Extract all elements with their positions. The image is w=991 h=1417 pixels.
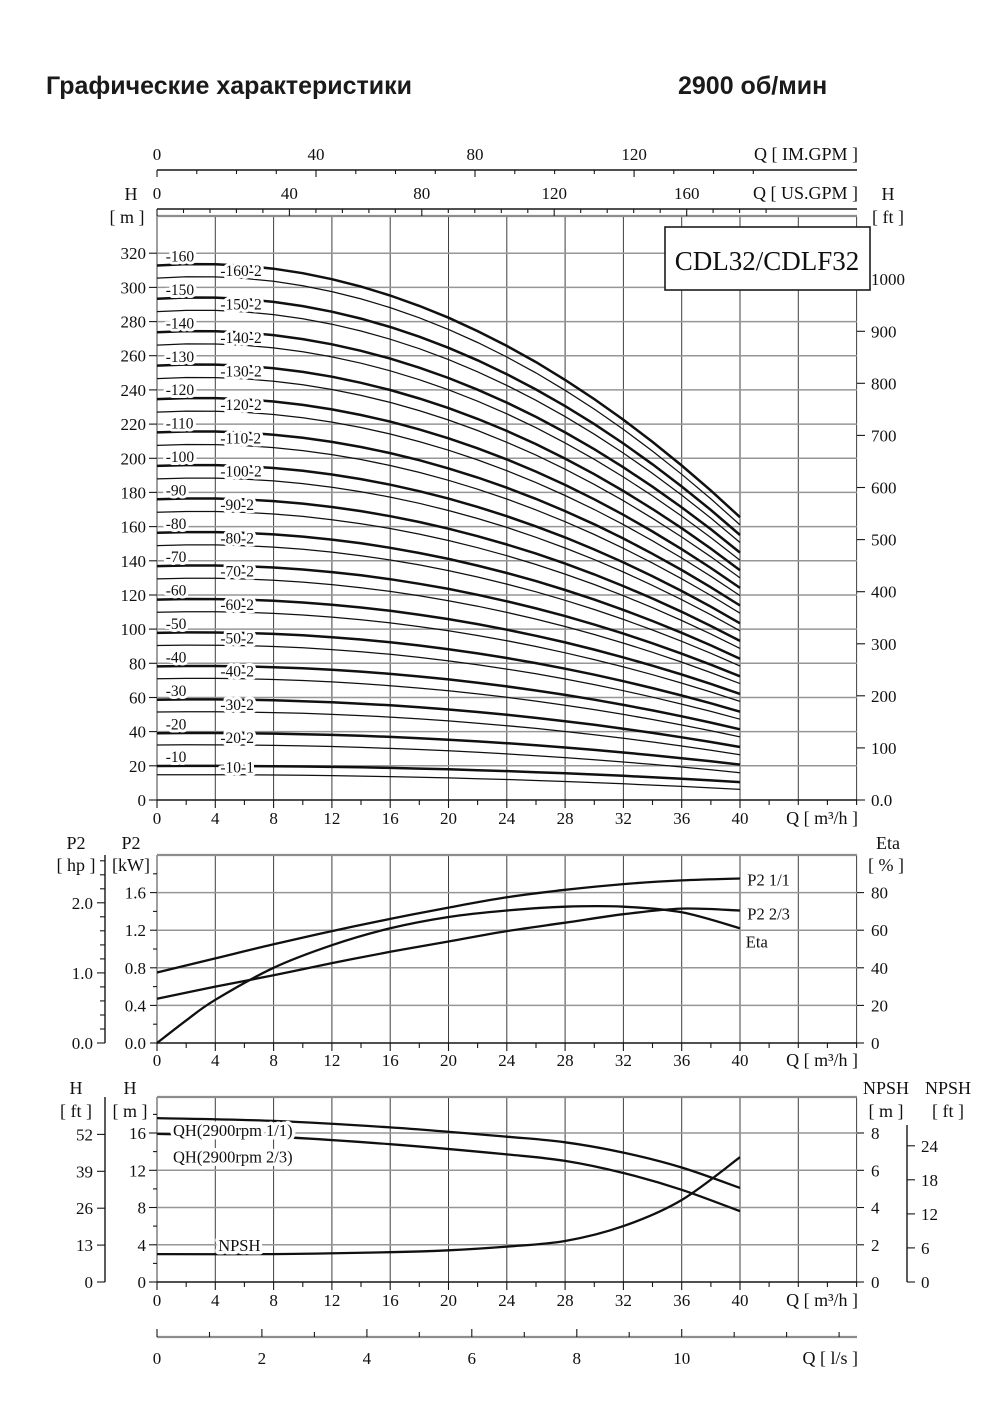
curve-label-90: -90 — [165, 482, 187, 500]
x-tick-label: 4 — [211, 1051, 220, 1070]
curve-label-30-2: -30-2 — [220, 696, 254, 714]
tick-label: 2 — [871, 1235, 880, 1255]
model-label: CDL32/CDLF32 — [674, 246, 860, 276]
curve-label-10-1: -10-1 — [220, 759, 254, 777]
curve-label-90-2: -90-2 — [220, 497, 254, 515]
curve-label-150: -150 — [165, 281, 195, 299]
tick-label: 400 — [871, 582, 897, 602]
tick-label: 0 — [84, 1273, 93, 1292]
tick-label: 240 — [120, 380, 146, 400]
h-ft-axis-head: H — [69, 1078, 83, 1098]
curve-label-160-2: -160-2 — [220, 263, 262, 280]
curve-label-140-2: -140-2 — [220, 330, 262, 347]
x-tick-label: 24 — [498, 1051, 516, 1070]
x-tick-label: 20 — [440, 1051, 457, 1070]
axis-q-ls — [153, 1329, 858, 1368]
x-tick-label: 24 — [498, 809, 516, 828]
x-tick-label: 20 — [440, 1291, 457, 1310]
power-x-axis-label: Q [ m³/h ] — [786, 1050, 858, 1070]
tick-label: 180 — [120, 483, 146, 503]
tick-label: 0 — [137, 791, 146, 810]
tick-label: 300 — [871, 634, 897, 654]
tick-label: 900 — [871, 322, 897, 342]
x-tick-label: 4 — [211, 809, 220, 828]
x-tick-label: 24 — [498, 1291, 516, 1310]
tick-label: 40 — [871, 958, 888, 978]
npsh-ft-axis-head: NPSH — [924, 1078, 972, 1098]
curve-label-100-2: -100-2 — [220, 463, 262, 481]
tick-label: 320 — [120, 244, 146, 264]
tick-label: 8 — [871, 1124, 880, 1143]
tick-label: 20 — [871, 996, 888, 1016]
curve-label-80-2: -80-2 — [220, 530, 254, 548]
tick-label: 60 — [871, 921, 888, 941]
tick-label: 0.0 — [71, 1034, 93, 1053]
tick-label: 160 — [120, 517, 146, 537]
tick-label: 39 — [76, 1162, 93, 1182]
curve-label-60: -60 — [165, 582, 187, 600]
tick-label: 100 — [120, 620, 146, 640]
axis-q-imgpm-label: Q [ IM.GPM ] — [753, 144, 858, 164]
curve-label-30: -30 — [165, 682, 187, 700]
tick-label: 0.4 — [124, 996, 146, 1016]
tick-label: 10 — [673, 1349, 691, 1368]
hp-axis-unit: [ hp ] — [56, 855, 96, 875]
tick-label: 160 — [673, 184, 700, 203]
x-tick-label: 32 — [614, 1291, 632, 1310]
curve-label-50: -50 — [165, 616, 187, 633]
curve-label-70: -70 — [165, 549, 187, 567]
tick-label: 0 — [137, 1273, 146, 1292]
main-right-axis-unit: [ ft ] — [872, 207, 904, 227]
x-tick-label: 20 — [440, 809, 457, 828]
npsh-x-axis-label: Q [ m³/h ] — [786, 1290, 858, 1310]
axis-h-ft — [60, 1078, 105, 1292]
curve-label-140: -140 — [165, 315, 195, 333]
axis-p2-kw — [112, 833, 157, 1053]
curve-label-120-2: -120-2 — [220, 396, 262, 414]
curve-label-120: -120 — [165, 382, 195, 400]
x-tick-label: 32 — [614, 809, 632, 828]
q-ls-axis-label: Q [ l/s ] — [802, 1348, 858, 1368]
curve-label-110-2: -110-2 — [220, 430, 262, 448]
x-tick-label: 0 — [152, 809, 162, 828]
curve-label-20-2: -20-2 — [220, 729, 254, 747]
axis-q-usgpm-label: Q [ US.GPM ] — [752, 183, 858, 203]
h-ft-axis-unit: [ ft ] — [60, 1101, 92, 1121]
x-tick-label: 12 — [323, 1051, 341, 1070]
x-tick-label: 0 — [152, 1051, 162, 1070]
tick-label: 1.2 — [124, 921, 146, 941]
kw-axis-unit: [kW] — [112, 855, 150, 875]
curve-label-160: -160 — [165, 248, 195, 266]
h-m-axis-head: H — [123, 1078, 137, 1098]
tick-label: 120 — [120, 586, 146, 605]
curve-label-100: -100 — [165, 449, 195, 467]
curve-label-40-2: -40-2 — [220, 663, 254, 681]
tick-label: 80 — [871, 883, 888, 903]
curve-label-150-2: -150-2 — [220, 296, 262, 314]
eta-axis-unit: [ % ] — [868, 855, 904, 875]
main-right-axis-head: H — [881, 184, 895, 204]
power-curve-labels — [746, 870, 790, 951]
tick-label: 40 — [280, 184, 298, 203]
tick-label: 220 — [120, 415, 146, 435]
tick-label: 60 — [129, 688, 146, 708]
x-tick-label: 8 — [269, 809, 278, 828]
tick-label: 0.8 — [124, 958, 146, 978]
tick-label: 12 — [921, 1204, 938, 1224]
x-tick-label: 32 — [614, 1051, 632, 1070]
tick-label: 20 — [129, 756, 146, 776]
tick-label: 1.0 — [71, 963, 93, 983]
tick-label: 2 — [257, 1349, 267, 1368]
hp-axis-head: P2 — [66, 833, 86, 853]
curve-label-QH(2900rpm 2/3): QH(2900rpm 2/3) — [173, 1147, 293, 1167]
tick-label: 0 — [871, 1273, 880, 1292]
axis-q-imgpm — [153, 144, 858, 177]
tick-label: 52 — [76, 1125, 93, 1145]
axis-p2-hp — [57, 833, 106, 1053]
x-tick-label: 40 — [731, 809, 749, 828]
x-tick-label: 12 — [323, 1291, 341, 1310]
tick-label: 0 — [152, 145, 162, 164]
tick-label: 280 — [120, 312, 146, 332]
tick-label: 140 — [120, 551, 146, 571]
model-box — [665, 227, 870, 290]
tick-label: 800 — [871, 374, 897, 394]
tick-label: 100 — [871, 738, 897, 758]
x-tick-label: 12 — [323, 809, 341, 828]
eta-axis-head: Eta — [876, 833, 900, 853]
main-left-axis-head: H — [124, 184, 138, 204]
x-tick-label: 36 — [673, 809, 691, 828]
tick-label: 200 — [120, 449, 146, 469]
tick-label: 4 — [871, 1198, 880, 1218]
x-tick-label: 16 — [381, 1051, 399, 1070]
tick-label: 6 — [467, 1349, 477, 1368]
x-tick-label: 16 — [381, 809, 399, 828]
main-x-axis-label: Q [ m³/h ] — [786, 808, 858, 828]
tick-label: 0 — [152, 1349, 162, 1368]
main-axis-head-m — [110, 184, 158, 810]
tick-label: 2.0 — [71, 893, 93, 913]
tick-label: 1.6 — [124, 883, 146, 903]
x-tick-label: 16 — [381, 1291, 399, 1310]
tick-label: 300 — [120, 278, 146, 298]
tick-label: 80 — [466, 145, 484, 164]
rpm-label: 2900 об/мин — [678, 72, 828, 100]
curve-label-P2 2/3: P2 2/3 — [747, 904, 790, 924]
axis-npsh-m — [857, 1078, 909, 1292]
main-left-axis-unit: [ m ] — [109, 207, 145, 227]
axis-h-m — [113, 1078, 158, 1292]
x-tick-label: 8 — [269, 1051, 278, 1070]
page-title: Графические характеристики — [46, 72, 413, 100]
axis-q-usgpm — [153, 183, 858, 216]
tick-label: 0.0 — [871, 791, 893, 810]
axis-eta — [857, 833, 904, 1053]
tick-label: 0.0 — [124, 1034, 146, 1053]
tick-label: 6 — [871, 1161, 880, 1181]
x-tick-label: 28 — [556, 1291, 574, 1310]
tick-label: 24 — [921, 1136, 938, 1156]
tick-label: 26 — [76, 1199, 93, 1219]
tick-label: 4 — [362, 1349, 372, 1368]
tick-label: 260 — [120, 346, 146, 366]
npsh-ft-axis-unit: [ ft ] — [932, 1101, 964, 1121]
tick-label: 16 — [129, 1124, 146, 1143]
tick-label: 13 — [76, 1236, 93, 1256]
curve-label-P2 1/1: P2 1/1 — [747, 870, 790, 890]
curve-label-NPSH: NPSH — [218, 1235, 261, 1255]
tick-label: 18 — [921, 1170, 938, 1190]
curve-label-40: -40 — [165, 649, 187, 667]
x-tick-label: 40 — [731, 1051, 749, 1070]
tick-label: 80 — [413, 184, 431, 203]
npsh-curve-labels — [173, 1121, 293, 1255]
tick-label: 4 — [137, 1235, 146, 1255]
curve-label-50-2: -50-2 — [220, 630, 254, 648]
tick-label: 700 — [871, 426, 897, 446]
x-tick-label: 4 — [211, 1291, 220, 1310]
tick-label: 0 — [871, 1034, 880, 1053]
h-m-axis-unit: [ m ] — [112, 1101, 148, 1121]
curve-label-20: -20 — [165, 716, 187, 734]
tick-label: 600 — [871, 478, 897, 498]
tick-label: 6 — [921, 1238, 930, 1258]
tick-label: 12 — [129, 1161, 146, 1181]
curve-label-110: -110 — [165, 415, 194, 433]
curve-label-130-2: -130-2 — [220, 363, 262, 381]
power-x-axis — [153, 1043, 858, 1070]
tick-label: 0 — [921, 1273, 930, 1292]
x-tick-label: 28 — [556, 1051, 574, 1070]
curve-label-QH(2900rpm 1/1): QH(2900rpm 1/1) — [173, 1121, 293, 1141]
curve-label-Eta: Eta — [745, 932, 768, 952]
tick-label: 40 — [307, 145, 325, 164]
curve-label-130: -130 — [165, 348, 195, 366]
curve-label-60-2: -60-2 — [220, 597, 254, 614]
x-tick-label: 40 — [731, 1291, 749, 1310]
tick-label: 8 — [137, 1198, 146, 1218]
x-tick-label: 36 — [673, 1291, 691, 1310]
npsh-x-axis — [153, 1282, 858, 1310]
curve-label-10: -10 — [165, 749, 187, 767]
tick-label: 200 — [871, 686, 897, 706]
tick-label: 1000 — [871, 270, 905, 290]
curve-label-80: -80 — [165, 515, 187, 533]
kw-axis-head: P2 — [121, 833, 141, 853]
x-tick-label: 36 — [673, 1051, 691, 1070]
curve-label-70-2: -70-2 — [220, 563, 254, 581]
tick-label: 120 — [541, 184, 567, 203]
tick-label: 8 — [572, 1349, 582, 1368]
tick-label: 500 — [871, 530, 897, 550]
tick-label: 0 — [152, 184, 162, 203]
x-tick-label: 0 — [152, 1291, 162, 1310]
npsh-m-axis-unit: [ m ] — [868, 1101, 904, 1121]
x-tick-label: 8 — [269, 1291, 278, 1310]
x-tick-label: 28 — [556, 809, 574, 828]
tick-label: 120 — [621, 145, 647, 164]
tick-label: 40 — [129, 722, 146, 742]
main-x-axis — [153, 800, 858, 828]
axis-npsh-ft — [907, 1078, 971, 1292]
npsh-m-axis-head: NPSH — [862, 1078, 910, 1098]
tick-label: 80 — [129, 654, 146, 674]
